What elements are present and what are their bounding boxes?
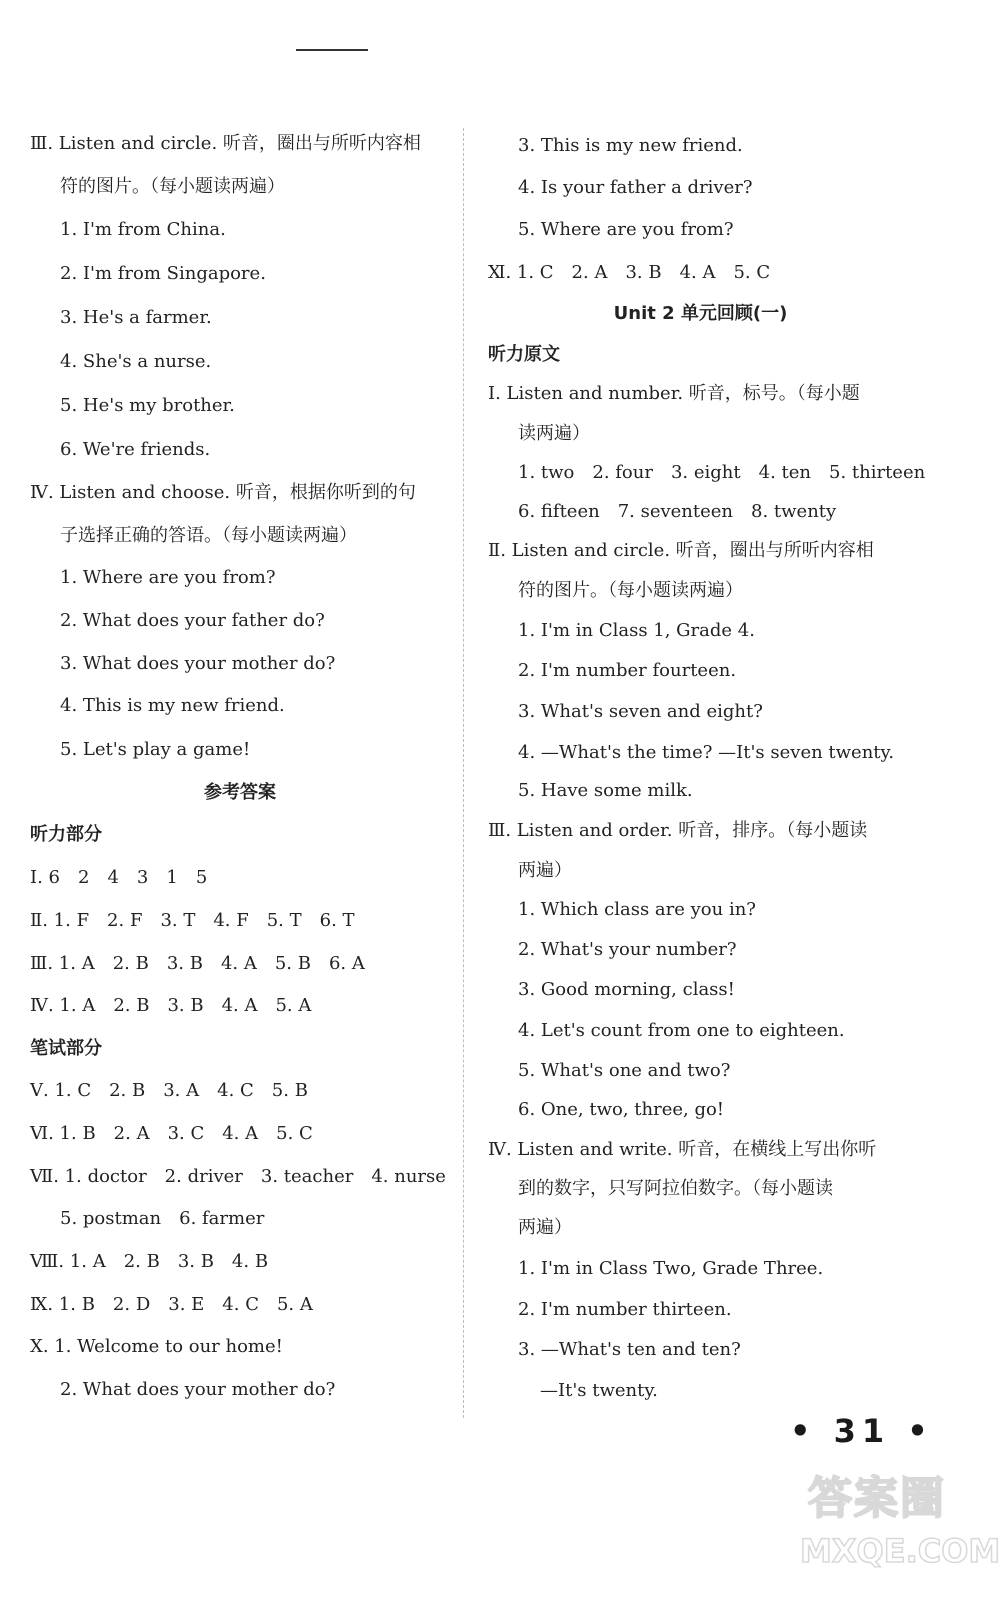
answer-line: Ⅹ. 1. Welcome to our home! (30, 1336, 283, 1357)
list-item: 3. Good morning, class! (518, 979, 735, 1000)
page-number (790, 1412, 934, 1450)
list-item: 3. What's seven and eight? (518, 701, 763, 722)
list-item: 1. Where are you from? (60, 567, 276, 588)
answer-line: Ⅴ. 1. C 2. B 3. A 4. C 5. B (30, 1080, 308, 1101)
section-3-title-cont: 两遍） (518, 860, 572, 881)
watermark-cn: 答案圈 (808, 1473, 946, 1524)
section-4-title-cont: 两遍） (518, 1217, 572, 1238)
list-item: 6. fifteen 7. seventeen 8. twenty (518, 501, 837, 522)
answer-line: Ⅲ. 1. A 2. B 3. B 4. A 5. B 6. A (30, 953, 365, 974)
page-number-dot-left: • (790, 1412, 817, 1450)
list-item: 5. Where are you from? (518, 219, 734, 240)
section-1-title-cont: 读两遍） (518, 423, 590, 444)
list-item: 4. Is your father a driver? (518, 177, 753, 198)
list-item: 3. What does your mother do? (60, 653, 336, 674)
column-divider (463, 128, 464, 1418)
list-item: 2. I'm from Singapore. (60, 263, 266, 284)
answer-line: Ⅸ. 1. B 2. D 3. E 4. C 5. A (30, 1294, 313, 1315)
list-item: 3. This is my new friend. (518, 135, 743, 156)
section-4-title-cont: 到的数字，只写阿拉伯数字。（每小题读 (518, 1178, 833, 1199)
answer-line: Ⅱ. 1. F 2. F 3. T 4. F 5. T 6. T (30, 910, 355, 931)
answer-line-cont: 2. What does your mother do? (60, 1379, 336, 1400)
section-1-title: Ⅰ. Listen and number. 听音，标号。（每小题 (488, 383, 860, 404)
written-heading: 笔试部分 (30, 1038, 102, 1059)
list-item: 5. Have some milk. (518, 780, 693, 801)
answer-line: Ⅺ. 1. C 2. A 3. B 4. A 5. C (488, 262, 771, 283)
answer-line: Ⅷ. 1. A 2. B 3. B 4. B (30, 1251, 269, 1272)
page-number-value: 31 (833, 1412, 891, 1450)
unit-title: Unit 2 单元回顾(一) (613, 303, 788, 324)
section-3-title: Ⅲ. Listen and circle. 听音，圈出与所听内容相 (30, 133, 421, 154)
section-3-title-cont: 符的图片。（每小题读两遍） (60, 176, 285, 197)
answer-line-cont: 5. postman 6. farmer (60, 1208, 265, 1229)
answer-line: Ⅵ. 1. B 2. A 3. C 4. A 5. C (30, 1123, 313, 1144)
watermark-en: MXQE.COM (800, 1532, 1000, 1570)
section-4-title-cont: 子选择正确的答语。（每小题读两遍） (60, 525, 357, 546)
script-heading: 听力原文 (488, 344, 560, 365)
section-2-title: Ⅱ. Listen and circle. 听音，圈出与所听内容相 (488, 540, 874, 561)
list-item: 5. What's one and two? (518, 1060, 731, 1081)
answer-line: Ⅳ. 1. A 2. B 3. B 4. A 5. A (30, 995, 312, 1016)
list-item: 2. I'm number fourteen. (518, 660, 737, 681)
list-item: 4. This is my new friend. (60, 695, 285, 716)
section-3-title: Ⅲ. Listen and order. 听音，排序。（每小题读 (488, 820, 868, 841)
list-item: 2. What does your father do? (60, 610, 325, 631)
list-item: 3. He's a farmer. (60, 307, 212, 328)
list-item-cont: —It's twenty. (540, 1380, 658, 1401)
list-item: 1. I'm from China. (60, 219, 226, 240)
list-item: 4. Let's count from one to eighteen. (518, 1020, 845, 1041)
list-item: 2. What's your number? (518, 939, 737, 960)
list-item: 5. Let's play a game! (60, 739, 251, 760)
list-item: 4. She's a nurse. (60, 351, 212, 372)
page-number-dot-right: • (907, 1412, 934, 1450)
list-item: 5. He's my brother. (60, 395, 235, 416)
list-item: 6. One, two, three, go! (518, 1099, 725, 1120)
answers-title: 参考答案 (204, 782, 276, 803)
answer-line: Ⅰ. 6 2 4 3 1 5 (30, 867, 208, 888)
list-item: 1. Which class are you in? (518, 899, 756, 920)
list-item: 1. I'm in Class Two, Grade Three. (518, 1258, 824, 1279)
watermark-logo (800, 1462, 1000, 1590)
list-item: 2. I'm number thirteen. (518, 1299, 732, 1320)
list-item: 1. I'm in Class 1, Grade 4. (518, 620, 755, 641)
section-2-title-cont: 符的图片。（每小题读两遍） (518, 580, 743, 601)
answer-line: Ⅶ. 1. doctor 2. driver 3. teacher 4. nurse (30, 1166, 446, 1187)
section-4-title: Ⅳ. Listen and write. 听音，在横线上写出你听 (488, 1139, 877, 1160)
list-item: 1. two 2. four 3. eight 4. ten 5. thirteen (518, 462, 926, 483)
list-item: 4. —What's the time? —It's seven twenty. (518, 742, 895, 763)
listening-heading: 听力部分 (30, 824, 102, 845)
section-4-title: Ⅳ. Listen and choose. 听音，根据你听到的句 (30, 482, 416, 503)
list-item: 3. —What's ten and ten? (518, 1339, 741, 1360)
top-rule (296, 49, 368, 51)
list-item: 6. We're friends. (60, 439, 211, 460)
